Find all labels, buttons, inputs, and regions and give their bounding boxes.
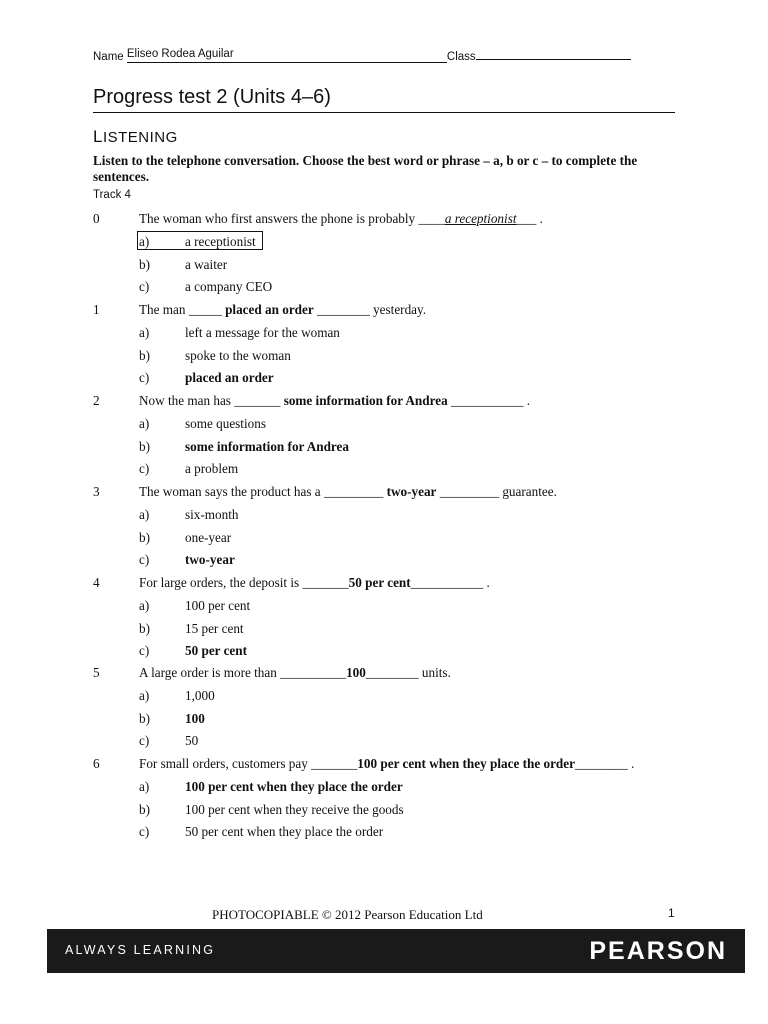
option-letter: b) [139,620,150,636]
section-heading-rest: ISTENING [102,129,178,146]
question-stem: The woman who first answers the phone is probably [139,211,419,226]
answer-fill[interactable]: some information for Andrea [283,393,448,408]
answer-blank-trail: ________ [365,665,419,680]
answer-fill[interactable]: two-year [386,484,437,499]
question-text [139,756,634,772]
option-letter: c) [139,552,150,568]
option-letter: c) [139,643,150,659]
option-text: some information for Andrea [185,438,349,454]
answer-fill[interactable]: 50 per cent [348,575,411,590]
answer-blank-lead: _____ [188,302,226,317]
name-value: Eliseo Rodea Aguilar [126,48,234,60]
answer-blank-trail: ___________ [410,575,484,590]
option-text: 50 per cent when they place the order [185,824,384,840]
footer-banner [47,929,745,973]
question-stem: A large order is more than [139,665,281,680]
option-text: some questions [185,415,266,431]
question-end: guarantee. [499,484,557,499]
class-label: Class [446,51,476,63]
student-info-line [93,48,631,63]
question-text [139,393,530,409]
answer-fill[interactable]: 100 [346,665,366,680]
answer-blank-lead: _______ [302,575,349,590]
question-end: . [483,575,490,590]
option-letter: c) [139,461,150,477]
question-end: . [536,211,543,226]
option-letter: c) [139,370,150,386]
option-letter: b) [139,347,150,363]
option-letter: b) [139,438,150,454]
option-text: a problem [185,461,239,477]
question-number: 5 [93,665,100,680]
question-number: 6 [93,756,100,771]
answer-blank-trail: ________ [313,302,370,317]
name-field[interactable] [126,48,447,63]
option-text: left a message for the woman [185,324,340,340]
question-number: 3 [93,484,100,499]
question-stem: The woman says the product has a [139,484,324,499]
answer-blank-lead: _______ [311,756,358,771]
option-letter: b) [139,710,150,726]
question-number: 1 [93,302,100,317]
answer-blank-trail: ___ [516,211,537,226]
question-stem: Now the man has [139,393,235,408]
question-end: units. [418,665,451,680]
answer-blank-lead: ____ [418,211,445,226]
question-end: . [627,756,635,771]
page-number: 1 [668,906,675,920]
section-heading-initial: L [93,127,103,146]
question-text [139,575,490,591]
answer-blank-trail: ________ [574,756,628,771]
option-text: one-year [185,529,232,545]
option-letter: b) [139,801,150,817]
option-text: two-year [185,552,235,568]
class-field[interactable] [476,48,631,60]
option-text: placed an order [185,370,274,386]
option-text: 100 [185,710,205,726]
name-label: Name [93,51,124,63]
answer-blank-lead: __________ [280,665,347,680]
option-text: 100 per cent when they place the order [185,778,403,794]
option-text: 100 per cent [185,597,251,613]
question-end: . [523,393,531,408]
option-text: a company CEO [185,279,273,295]
publisher-logo: PEARSON [589,937,727,965]
question-number: 4 [93,575,100,590]
question-text [139,302,426,318]
copyright-notice: PHOTOCOPIABLE © 2012 Pearson Education Ltd [212,907,483,922]
option-text: a receptionist [185,233,256,249]
option-text: 50 per cent [185,643,248,659]
question-text [139,665,451,681]
option-text: a waiter [185,256,228,272]
page-title: Progress test 2 (Units 4–6) [93,86,675,113]
option-letter: a) [139,506,150,522]
option-letter: a) [139,415,150,431]
track-label: Track 4 [93,189,131,201]
banner-tagline: ALWAYS LEARNING [65,943,216,957]
option-letter: a) [139,778,150,794]
option-letter: a) [139,233,150,249]
option-letter: b) [139,529,150,545]
question-stem: For large orders, the deposit is [139,575,303,590]
option-letter: a) [139,597,150,613]
question-number: 2 [93,393,100,408]
option-letter: c) [139,279,150,295]
answer-blank-lead: _________ [323,484,387,499]
question-number: 0 [93,211,100,226]
option-text: 15 per cent [185,620,244,636]
answer-fill[interactable]: placed an order [225,302,314,317]
answer-blank-trail: _________ [436,484,500,499]
question-text [139,484,557,500]
option-letter: c) [139,733,150,749]
option-text: 100 per cent when they receive the goods [185,801,404,817]
option-letter: a) [139,324,150,340]
question-stem: For small orders, customers pay [139,756,312,771]
question-stem: The man [139,302,189,317]
answer-fill[interactable]: 100 per cent when they place the order [357,756,575,771]
section-heading [93,127,178,147]
answer-blank-lead: _______ [234,393,284,408]
option-text: spoke to the woman [185,347,291,363]
option-text: 50 [185,733,199,749]
question-end: yesterday. [369,302,427,317]
instructions: Listen to the telephone conversation. Choose the best word or phrase – a, b or c – to complete the sentences. [93,153,638,184]
option-letter: b) [139,256,150,272]
option-text: 1,000 [185,687,215,703]
option-letter: a) [139,687,150,703]
question-text [139,211,543,227]
option-text: six-month [185,506,239,522]
option-letter: c) [139,824,150,840]
answer-fill[interactable]: a receptionist [444,211,517,226]
answer-blank-trail: ___________ [447,393,524,408]
